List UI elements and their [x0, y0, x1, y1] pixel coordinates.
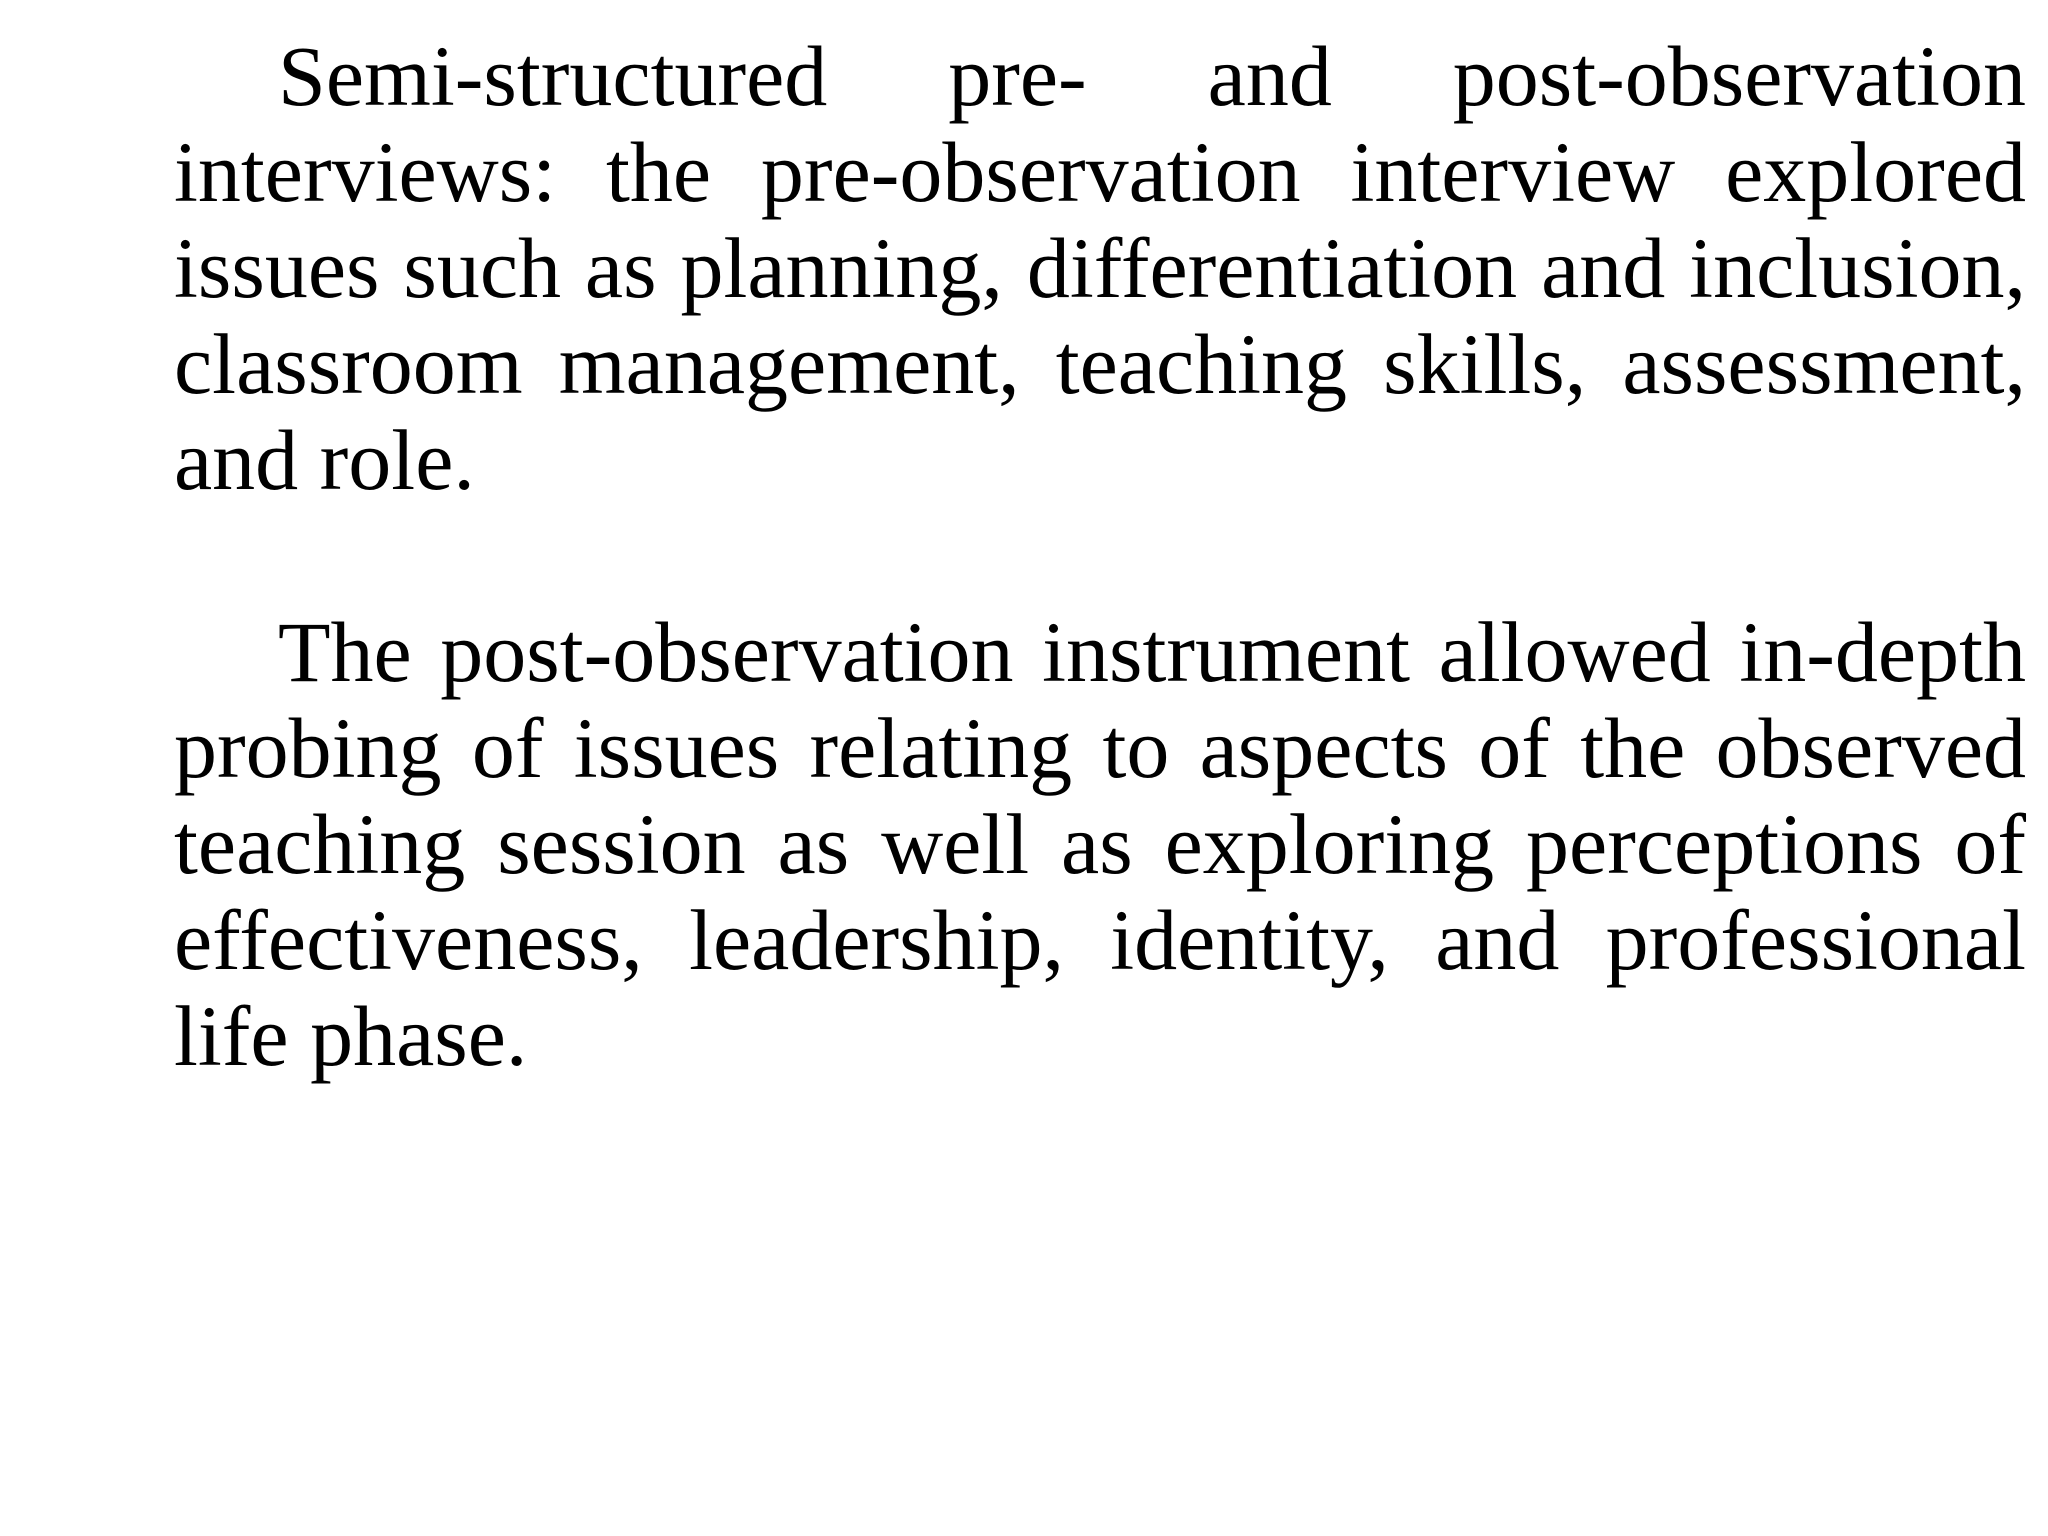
document-body [174, 28, 2026, 1084]
post-observation-paragraph: The post-observation instrument allowed in-depth probing of issues relating to aspects of the observed teaching session as well as exploring perceptions of effectiveness, leadership, identity, and professional life phase. [174, 604, 2026, 1084]
interview-description-paragraph: Semi-structured pre- and post-observation interviews: the pre-observation interview explored issues such as planning, differentiation and inclusion, classroom management, teaching skills, assessment, and role. [174, 28, 2026, 508]
